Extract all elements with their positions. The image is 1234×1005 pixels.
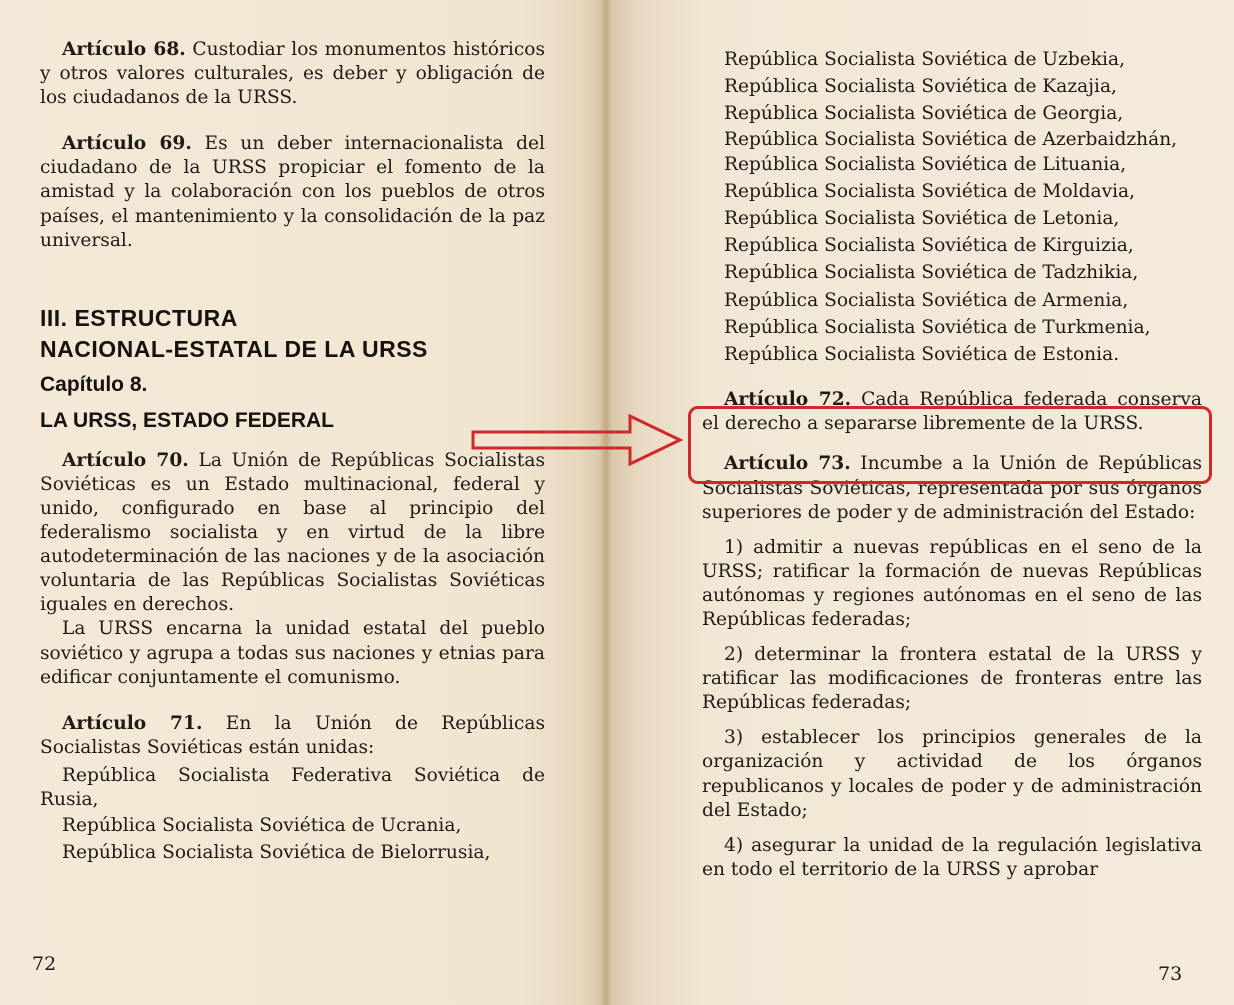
article-73-item-1: 1) admitir a nuevas repúblicas en el seno de la URSS; ratificar la formación de nuevas Repúblicas autónomas y regiones autónomas en el seno de las Repúblicas federadas;	[702, 536, 1202, 630]
article-73-text: Incumbe a la Unión de Repúblicas Socialistas Soviéticas, representada por sus órganos superiores de poder y de administración del Estado:	[702, 453, 1202, 523]
article-70-paragraph-2: La URSS encarna la unidad estatal del pueblo soviético y agrupa a todas sus naciones y etnias para edificar conjuntamente el comunismo.	[40, 618, 545, 688]
article-70	[40, 449, 545, 618]
article-72-label: Artículo 72.	[724, 389, 852, 411]
republic-ucrania: República Socialista Soviética de Ucrania,	[62, 815, 462, 837]
republic-kirguizia: República Socialista Soviética de Kirguizia,	[724, 235, 1134, 257]
annotation-arrow-icon	[470, 410, 690, 470]
article-73-label: Artículo 73.	[724, 453, 851, 475]
article-70-label: Artículo 70.	[62, 449, 189, 471]
article-73-item-2: 2) determinar la frontera estatal de la URSS y ratificar las modificaciones de fronteras entre las Repúblicas federadas;	[702, 644, 1202, 714]
republic-moldavia: República Socialista Soviética de Moldavia,	[724, 180, 1136, 202]
article-72-text: Cada República federada conserva el derecho a separarse libremente de la URSS.	[702, 389, 1202, 435]
article-68-text: Custodiar los monumentos históricos y otros valores culturales, es deber y obligación de los ciudadanos de la URSS.	[40, 39, 545, 109]
highlight-box	[688, 406, 1212, 484]
republic-rusia: República Socialista Federativa Soviética de Rusia,	[40, 764, 545, 810]
page-number-right: 73	[1158, 963, 1183, 985]
arrow-shape	[473, 416, 680, 464]
book-gutter	[600, 0, 612, 1005]
chapter-number: Capítulo 8.	[40, 372, 148, 396]
article-69	[40, 132, 545, 252]
section-heading-line2: NACIONAL-ESTATAL DE LA URSS	[40, 335, 428, 362]
chapter-title: LA URSS, ESTADO FEDERAL	[40, 408, 335, 432]
republic-lituania: República Socialista Soviética de Lituania,	[724, 153, 1127, 175]
left-page	[0, 0, 608, 1005]
republic-estonia: República Socialista Soviética de Estonia.	[724, 344, 1120, 366]
article-73-item-3: 3) establecer los principios generales de la organización y actividad de los órganos republicanos y locales de poder y de administración del Estado;	[702, 727, 1202, 821]
section-heading-line1: III. ESTRUCTURA	[40, 304, 238, 331]
republic-bielorrusia: República Socialista Soviética de Bielorrusia,	[62, 842, 491, 864]
republic-letonia: República Socialista Soviética de Letonia,	[724, 208, 1120, 230]
article-71-text: En la Unión de Repúblicas Socialistas Soviéticas están unidas:	[40, 712, 545, 758]
republic-tadzhikia: República Socialista Soviética de Tadzhikia,	[724, 262, 1139, 284]
article-70-text: La Unión de Repúblicas Socialistas Soviéticas es un Estado multinacional, federal y unido, configurado en base al principio del federalismo socialista y en virtud de la libre autodeterminación de las naciones y de la asociación voluntaria de las Repúblicas Socialistas Soviéticas iguales en derechos.	[40, 449, 545, 616]
article-69-text: Es un deber internacionalista del ciudadano de la URSS propiciar el fomento de la amistad y la colaboración con los pueblos de otros países, el mantenimiento y la consolidación de la paz universal.	[40, 133, 545, 251]
page-number-left: 72	[32, 953, 57, 975]
republic-armenia: República Socialista Soviética de Armenia,	[724, 289, 1129, 311]
article-69-label: Artículo 69.	[62, 133, 192, 155]
article-71	[40, 712, 545, 760]
republic-azerbaidzhan: República Socialista Soviética de Azerbaidzhán,	[724, 128, 1178, 150]
article-71-label: Artículo 71.	[62, 712, 203, 734]
article-73-item-4: 4) asegurar la unidad de la regulación legislativa en todo el territorio de la URSS y aprobar	[702, 834, 1202, 880]
republic-turkmenia: República Socialista Soviética de Turkmenia,	[724, 316, 1151, 338]
republic-kazajia: República Socialista Soviética de Kazajia,	[724, 76, 1117, 98]
republic-uzbekia: República Socialista Soviética de Uzbekia,	[724, 49, 1125, 70]
article-68	[40, 38, 545, 110]
republic-georgia: República Socialista Soviética de Georgia,	[724, 103, 1124, 125]
article-68-label: Artículo 68.	[62, 39, 186, 60]
